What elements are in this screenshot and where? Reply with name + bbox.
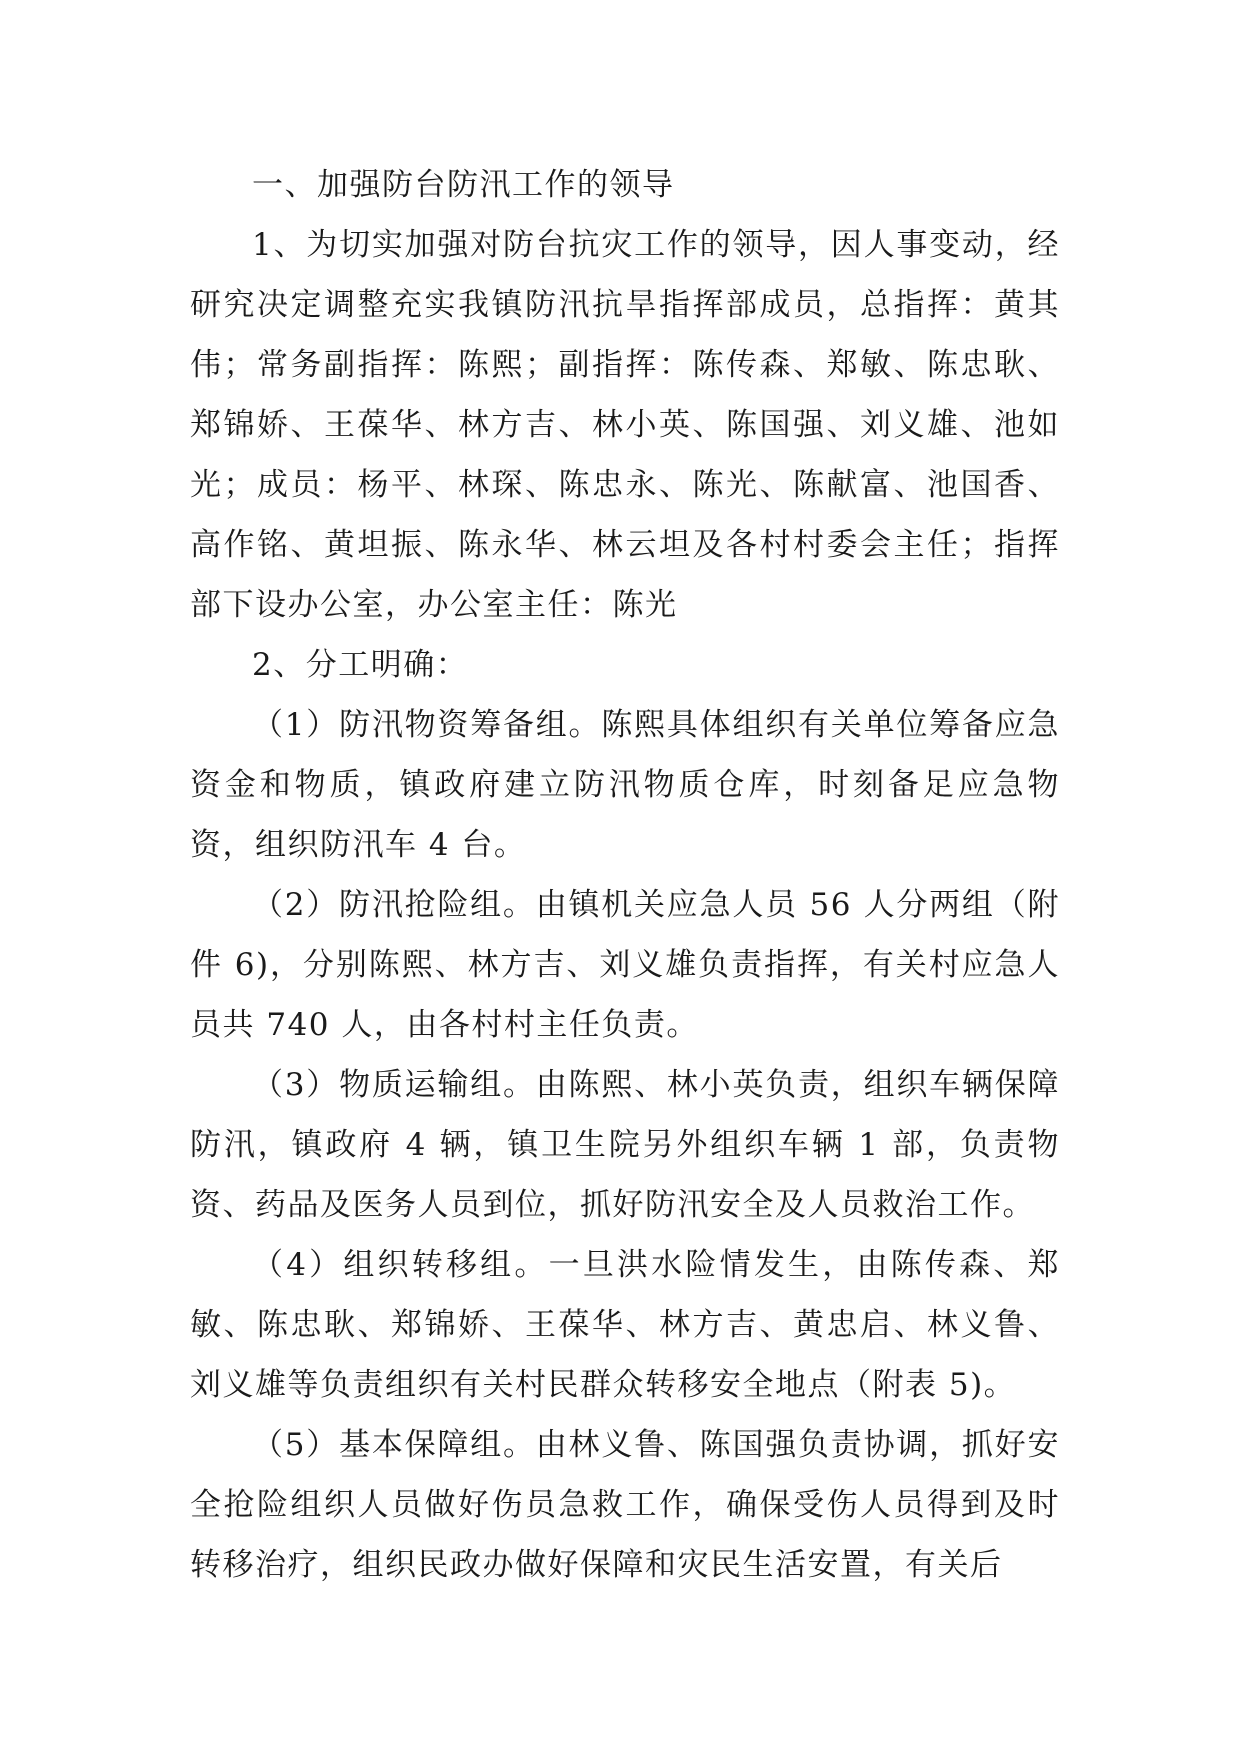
- paragraph-materials-group: （1）防汛物资筹备组。陈熙具体组织有关单位筹备应急资金和物质，镇政府建立防汛物质仓库，时刻备足应急物资，组织防汛车 4 台。: [190, 707, 1060, 863]
- paragraph-transport-group: （3）物质运输组。由陈熙、林小英负责，组织车辆保障防汛，镇政府 4 辆，镇卫生院另外组织车辆 1 部，负责物资、药品及医务人员到位，抓好防汛安全及人员救治工作。: [190, 1067, 1060, 1223]
- paragraph-division-of-labor: 2、分工明确：: [252, 647, 469, 683]
- paragraph-rescue-group: （2）防汛抢险组。由镇机关应急人员 56 人分两组（附件 6)，分别陈熙、林方吉、刘义雄负责指挥，有关村应急人员共 740 人，由各村村主任负责。: [190, 887, 1060, 1043]
- paragraph-evacuation-group: （4）组织转移组。一旦洪水险情发生，由陈传森、郑敏、陈忠耿、郑锦娇、王葆华、林方吉、黄忠启、林义鲁、刘义雄等负责组织有关村民群众转移安全地点（附表 5)。: [190, 1247, 1060, 1403]
- paragraph-leadership-adjustment: 1、为切实加强对防台抗灾工作的领导，因人事变动，经研究决定调整充实我镇防汛抗旱指挥部成员，总指挥：黄其伟；常务副指挥：陈熙；副指挥：陈传森、郑敏、陈忠耿、郑锦娇、王葆华、林方吉、林小英、陈国强、刘义雄、池如光；成员：杨平、林琛、陈忠永、陈光、陈献富、池国香、高作铭、黄坦振、陈永华、林云坦及各村村委会主任；指挥部下设办公室，办公室主任：陈光: [190, 227, 1060, 623]
- section-heading: 一、加强防台防汛工作的领导: [252, 167, 675, 203]
- document-body: [190, 155, 1060, 1595]
- paragraph-support-group: （5）基本保障组。由林义鲁、陈国强负责协调，抓好安全抢险组织人员做好伤员急救工作，确保受伤人员得到及时转移治疗，组织民政办做好保障和灾民生活安置，有关后: [190, 1427, 1060, 1583]
